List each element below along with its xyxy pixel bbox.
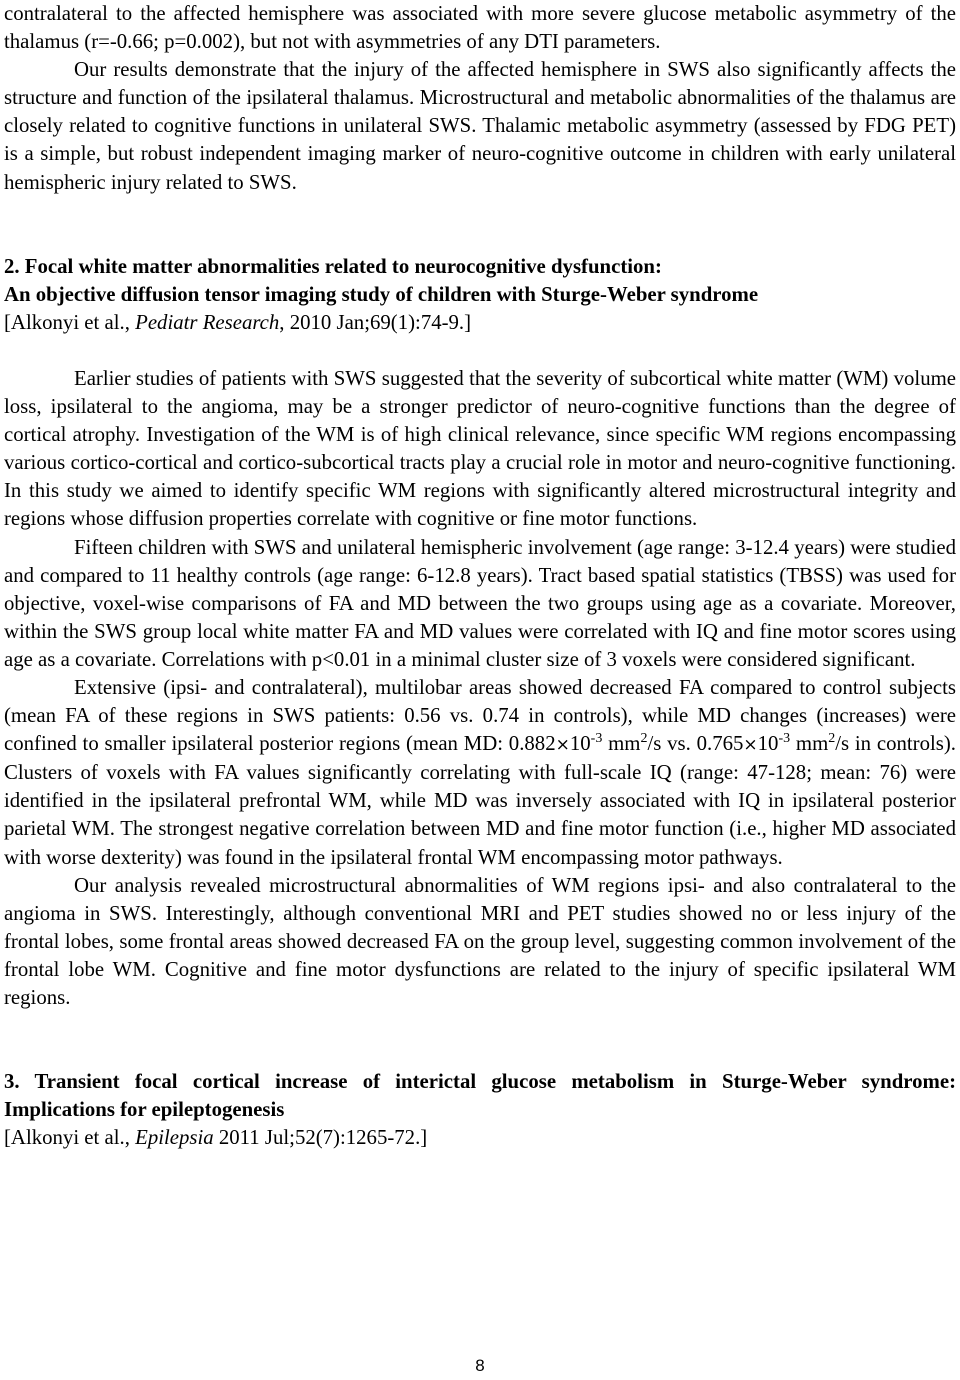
multiplication-sign: × [743,735,758,756]
page-number: 8 [475,1356,485,1375]
multiplication-sign: × [555,735,570,756]
section-2-paragraph-methods: Fifteen children with SWS and unilateral hemispheric involvement (age range: 3-12.4 years) were studied and compared to 11 healthy controls (age range: 6-12.8 years). Tract based spatial statistics (TBSS) was used for objective, voxel-wise comparisons of FA and MD between the two groups using age as a covariate. Moreover, within the SWS group local white matter FA and MD values were correlated with IQ and fine motor scores using age as a covariate. Correlations with p<0.01 in a minimal cluster size of 3 voxels were considered significant. [4,535,956,671]
citation-authors: [Alkonyi et al., [4,310,136,334]
citation-authors: [Alkonyi et al., [4,1126,136,1150]
citation-details: , 2010 Jan;69(1):74-9.] [279,310,472,334]
citation-journal: Pediatr Research [135,310,280,334]
section-2-paragraph-results: Extensive (ipsi- and contralateral), multilobar areas showed decreased FA compared to control subjects (mean FA of these regions in SWS patients: 0.56 vs. 0.74 in controls), while MD changes (increases) were confined to smaller ipsilateral posterior regions (mean MD: $0.882\times 10^{-3}$ $mm^2/s$ vs. $0.765\times 10^{-3}$ $mm^2/s$ in controls). Clusters of voxels with FA values significantly correlating with full-scale IQ (range: 47-128; mean: 76) were identified in the ipsilateral prefrontal WM, while MD was inversely associated with IQ in ipsilateral posterior parietal WM. The strongest negative correlation between MD and fine motor function (i.e., higher MD associated with worse dexterity) was found in the ipsilateral frontal WM encompassing motor pathways. [4,675,956,869]
intro-paragraph-conclusion: Our results demonstrate that the injury of the affected hemisphere in SWS also significantly affects the structure and function of the ipsilateral thalamus. Microstructural and metabolic abnormalities of the thalamus are closely related to cognitive functions in unilateral SWS. Thalamic metabolic asymmetry (assessed by FDG PET) is a simple, but robust independent imaging marker of neuro-cognitive outcome in children with early unilateral hemispheric injury related to SWS. [4,58,956,194]
section-2-title-line-2: An objective diffusion tensor imaging study of children with Sturge-Weber syndrome [4,282,759,306]
citation-details: 2011 Jul;52(7):1265-72.] [213,1126,428,1150]
squared-exponent: 2 [828,731,836,747]
squared-exponent: 2 [640,731,648,747]
section-2-paragraph-conclusion: Our analysis revealed microstructural abnormalities of WM regions ipsi- and also contralateral to the angioma in SWS. Interestingly, although conventional MRI and PET studies showed no or less injury of the frontal lobes, some frontal areas showed decreased FA on the group level, suggesting common involvement of the frontal lobe WM. Cognitive and fine motor dysfunctions are related to the injury of specific ipsilateral WM regions. [4,873,956,1009]
section-3-title: 3. Transient focal cortical increase of interictal glucose metabolism in Sturge-Weber syndrome: Implications for epileptogenesis [4,1070,956,1122]
exponent: -3 [778,731,791,747]
exponent: -3 [590,731,603,747]
citation-journal: Epilepsia [135,1126,214,1150]
section-2-paragraph-background: Earlier studies of patients with SWS suggested that the severity of subcortical white matter (WM) volume loss, ipsilateral to the angioma, may be a stronger predictor of neuro-cognitive functions than the degree of cortical atrophy. Investigation of the WM is of high clinical relevance, since specific WM regions encompassing various cortico-cortical and cortico-subcortical tracts play a crucial role in motor and neuro-cognitive functioning. In this study we aimed to identify specific WM regions with significantly altered microstructural integrity and regions whose diffusion properties correlate with cognitive or fine motor functions. [4,366,956,531]
section-2-citation [4,309,956,337]
section-3-citation [4,1124,956,1152]
section-2-title-line-1: 2. Focal white matter abnormalities related to neurocognitive dysfunction: [4,254,662,278]
document-page [4,0,956,1152]
intro-paragraph-continuation: contralateral to the affected hemisphere was associated with more severe glucose metabolic asymmetry of the thalamus (r=-0.66; p=0.002), but not with asymmetries of any DTI parameters. [4,2,956,54]
